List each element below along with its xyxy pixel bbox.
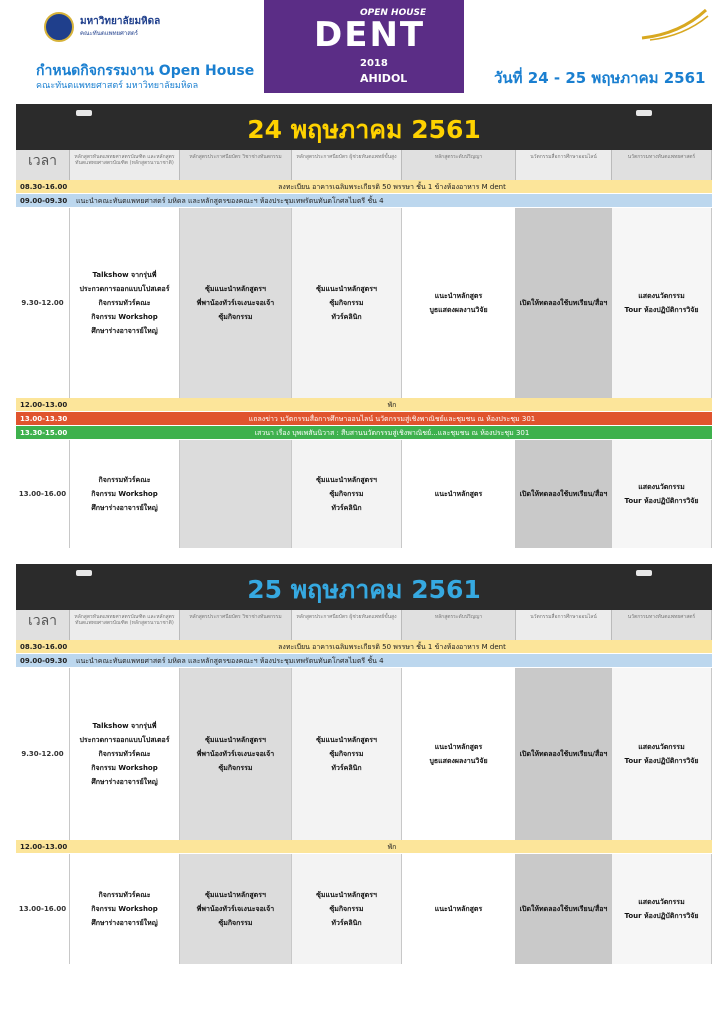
activity-title: แนะนำหลักสูตร <box>434 291 483 300</box>
morning-row <box>16 668 712 840</box>
col-dental-tech: หลักสูตรประกาศนียบัตร วิชาช่างทันตกรรม <box>180 610 292 640</box>
afternoon-c4 <box>402 440 516 548</box>
afternoon-c5 <box>516 854 612 964</box>
activity-title: ซุ้มกิจกรรม <box>218 918 253 927</box>
lunch-time: 12.00-13.00 <box>20 843 68 851</box>
news-row <box>16 412 712 426</box>
morning-row <box>16 208 712 398</box>
lunch-text: พัก <box>387 401 397 409</box>
activity-title: ทัวร์คลินิก <box>331 763 362 772</box>
col-graduate: หลักสูตรระดับปริญญา <box>402 610 516 640</box>
col-dds: หลักสูตรทันตแพทยศาสตรบัณฑิต และหลักสูตรทันตแพทยศาสตรบัณฑิต (หลักสูตรนานาชาติ) <box>70 150 180 180</box>
intro-time: 09.00-09.30 <box>20 197 68 205</box>
intro-row <box>16 194 712 208</box>
activity-title: แนะนำหลักสูตร <box>434 489 483 498</box>
day1-title: 24 พฤษภาคม 2561 <box>247 115 481 144</box>
activity-title: กิจกรรม Workshop <box>91 904 158 913</box>
activity-title: แสดงนวัตกรรม <box>638 291 685 300</box>
activity-title: ซุ้มแนะนำหลักสูตรฯ <box>205 890 266 899</box>
activity-title: ศึกษาร่างอาจารย์ใหญ่ <box>91 777 158 786</box>
activity-title: ซุ้มแนะนำหลักสูตรฯ <box>316 475 377 484</box>
activity-title: แนะนำหลักสูตร <box>434 904 483 913</box>
intro-row <box>16 654 712 668</box>
col-time: เวลา <box>16 610 70 640</box>
activity-title: ซุ้มกิจกรรม <box>218 763 253 772</box>
morning-c6 <box>612 208 712 398</box>
activity-title: กิจกรรมทัวร์คณะ <box>98 749 151 758</box>
activity-title: ซุ้มกิจกรรม <box>329 749 364 758</box>
morning-c2 <box>180 668 292 840</box>
faculty-name: คณะทันตแพทยศาสตร์ <box>80 30 139 37</box>
activity-title: ศึกษาร่างอาจารย์ใหญ่ <box>91 918 158 927</box>
day1-schedule <box>16 104 712 548</box>
activity-title: ทัวร์คลินิก <box>331 312 362 321</box>
afternoon-c1 <box>70 440 180 548</box>
seminar-time: 13.30-15.00 <box>20 429 68 437</box>
activity-title: กิจกรรมทัวร์คณะ <box>98 890 151 899</box>
activity-title: ทัวร์คลินิก <box>331 918 362 927</box>
col-online-media: นวัตกรรมสื่อการศึกษาออนไลน์ <box>516 610 612 640</box>
lunch-row <box>16 840 712 854</box>
morning-c3 <box>292 208 402 398</box>
lunch-row <box>16 398 712 412</box>
afternoon-time: 13.00-16.00 <box>16 440 70 548</box>
intro-time: 09.00-09.30 <box>20 657 68 665</box>
brand-logo <box>264 0 464 93</box>
activity-title: ศึกษาร่างอาจารย์ใหญ่ <box>91 503 158 512</box>
morning-c1 <box>70 668 180 840</box>
register-text: ลงทะเบียน อาคารเฉลิมพระเกียรติ 50 พรรษา ชั้น 1 ข้างห้องอาหาร M dent <box>278 643 506 651</box>
afternoon-c2 <box>180 854 292 964</box>
morning-c1 <box>70 208 180 398</box>
day1-header <box>16 104 712 150</box>
col-dental-assistant: หลักสูตรประกาศนียบัตร ผู้ช่วยทันตแพทย์ขั้นสูง <box>292 150 402 180</box>
morning-time: 9.30-12.00 <box>16 208 70 398</box>
register-time: 08.30-16.00 <box>20 643 68 651</box>
activity-title: เปิดให้ทดลองใช้บทเรียน/สื่อฯ <box>519 489 608 498</box>
register-row <box>16 640 712 654</box>
page-header <box>0 0 728 100</box>
afternoon-row <box>16 854 712 964</box>
morning-c5 <box>516 208 612 398</box>
university-name: มหาวิทยาลัยมหิดล <box>80 16 161 27</box>
activity-title: ประกวดการออกแบบโปสเตอร์ <box>79 735 170 744</box>
intro-text: แนะนำคณะทันตแพทยศาสตร์ มหิดล และหลักสูตรของคณะฯ ห้องประชุมเทพรัตนทันตโกศลไมตรี ชั้น 4 <box>76 197 384 205</box>
activity-title: บูธแสดงผลงานวิจัย <box>429 305 488 314</box>
register-time: 08.30-16.00 <box>20 183 68 191</box>
afternoon-c5 <box>516 440 612 548</box>
col-online-media: นวัตกรรมสื่อการศึกษาออนไลน์ <box>516 150 612 180</box>
activity-title: แสดงนวัตกรรม <box>638 482 685 491</box>
activity-title: ซุ้มแนะนำหลักสูตรฯ <box>316 284 377 293</box>
lunch-time: 12.00-13.00 <box>20 401 68 409</box>
activity-title: กิจกรรม Workshop <box>91 312 158 321</box>
morning-c4 <box>402 208 516 398</box>
morning-time: 9.30-12.00 <box>16 668 70 840</box>
morning-c5 <box>516 668 612 840</box>
activity-title: แสดงนวัตกรรม <box>638 742 685 751</box>
register-text: ลงทะเบียน อาคารเฉลิมพระเกียรติ 50 พรรษา ชั้น 1 ข้างห้องอาหาร M dent <box>278 183 506 191</box>
afternoon-c2 <box>180 440 292 548</box>
col-graduate: หลักสูตรระดับปริญญา <box>402 150 516 180</box>
afternoon-row <box>16 440 712 548</box>
activity-title: Tour ห้องปฏิบัติการวิจัย <box>624 496 699 505</box>
activity-title: ซุ้มกิจกรรม <box>329 489 364 498</box>
seminar-text: เสวนา เรื่อง บุพเพสันนิวาส : สืบสานนวัตกรรมสู่เชิงพาณิชย์...และชุมชน ณ ห้องประชุม 301 <box>254 429 530 437</box>
col-dental-tech: หลักสูตรประกาศนียบัตร วิชาช่างทันตกรรม <box>180 150 292 180</box>
morning-c6 <box>612 668 712 840</box>
activity-title: เปิดให้ทดลองใช้บทเรียน/สื่อฯ <box>519 749 608 758</box>
brand-open-house: OPEN HOUSE <box>360 8 427 18</box>
brand-dent: DENT <box>314 15 426 55</box>
col-dds: หลักสูตรทันตแพทยศาสตรบัณฑิต และหลักสูตรทันตแพทยศาสตรบัณฑิต (หลักสูตรนานาชาติ) <box>70 610 180 640</box>
day2-schedule <box>16 564 712 964</box>
news-time: 13.00-13.30 <box>20 415 68 423</box>
activity-title: บูธแสดงผลงานวิจัย <box>429 756 488 765</box>
activity-title: กิจกรรม Workshop <box>91 489 158 498</box>
afternoon-c6 <box>612 440 712 548</box>
brand-year: 2018 <box>360 58 388 69</box>
activity-title: แสดงนวัตกรรม <box>638 897 685 906</box>
activity-title: Talkshow จากรุ่นพี่ <box>92 270 157 279</box>
activity-title: ซุ้มแนะนำหลักสูตรฯ <box>205 735 266 744</box>
university-seal-icon <box>44 12 74 42</box>
news-text: แถลงข่าว นวัตกรรมสื่อการศึกษาออนไลน์ นวัตกรรมสู่เชิงพาณิชย์และชุมชน ณ ห้องประชุม 301 <box>248 415 536 423</box>
afternoon-c3 <box>292 440 402 548</box>
morning-c3 <box>292 668 402 840</box>
column-headers <box>16 150 712 180</box>
activity-title: ซุ้มแนะนำหลักสูตรฯ <box>205 284 266 293</box>
activity-title: กิจกรรม Workshop <box>91 763 158 772</box>
activity-title: ศึกษาร่างอาจารย์ใหญ่ <box>91 326 158 335</box>
activity-title: Tour ห้องปฏิบัติการวิจัย <box>624 911 699 920</box>
activity-title: ทัวร์คลินิก <box>331 503 362 512</box>
seminar-row <box>16 426 712 440</box>
morning-c4 <box>402 668 516 840</box>
activity-title: ซุ้มกิจกรรม <box>329 904 364 913</box>
afternoon-c6 <box>612 854 712 964</box>
activity-title: Talkshow จากรุ่นพี่ <box>92 721 157 730</box>
afternoon-c3 <box>292 854 402 964</box>
col-time: เวลา <box>16 150 70 180</box>
day2-header <box>16 564 712 610</box>
morning-c2 <box>180 208 292 398</box>
col-innovation: นวัตกรรมทางทันตแพทยศาสตร์ <box>612 610 712 640</box>
afternoon-c4 <box>402 854 516 964</box>
activity-title: กิจกรรมทัวร์คณะ <box>98 298 151 307</box>
afternoon-time: 13.00-16.00 <box>16 854 70 964</box>
activity-title: ซุ้มกิจกรรม <box>218 312 253 321</box>
column-headers <box>16 610 712 640</box>
page-title: กำหนดกิจกรรมงาน Open House <box>36 63 255 79</box>
register-row <box>16 180 712 194</box>
activity-title: Tour ห้องปฏิบัติการวิจัย <box>624 305 699 314</box>
activity-title: พี่พาน้องทัวร์เจเงนะจอเจ้า <box>196 298 275 307</box>
col-innovation: นวัตกรรมทางทันตแพทยศาสตร์ <box>612 150 712 180</box>
lunch-text: พัก <box>387 843 397 851</box>
intro-text: แนะนำคณะทันตแพทยศาสตร์ มหิดล และหลักสูตรของคณะฯ ห้องประชุมเทพรัตนทันตโกศลไมตรี ชั้น 4 <box>76 657 384 665</box>
activity-title: ประกวดการออกแบบโปสเตอร์ <box>79 284 170 293</box>
col-dental-assistant: หลักสูตรประกาศนียบัตร ผู้ช่วยทันตแพทย์ขั้นสูง <box>292 610 402 640</box>
event-dates: วันที่ 24 - 25 พฤษภาคม 2561 <box>494 69 706 87</box>
activity-title: พี่พาน้องทัวร์เจเงนะจอเจ้า <box>196 904 275 913</box>
day2-title: 25 พฤษภาคม 2561 <box>247 575 481 604</box>
activity-title: เปิดให้ทดลองใช้บทเรียน/สื่อฯ <box>519 904 608 913</box>
brand-mahidol: AHIDOL <box>360 72 408 85</box>
page-subtitle: คณะทันตแพทยศาสตร์ มหาวิทยาลัยมหิดล <box>36 81 199 91</box>
activity-title: Tour ห้องปฏิบัติการวิจัย <box>624 756 699 765</box>
afternoon-c1 <box>70 854 180 964</box>
activity-title: กิจกรรมทัวร์คณะ <box>98 475 151 484</box>
dental-swoosh-icon <box>640 8 710 42</box>
activity-title: แนะนำหลักสูตร <box>434 742 483 751</box>
activity-title: ซุ้มกิจกรรม <box>329 298 364 307</box>
activity-title: ซุ้มแนะนำหลักสูตรฯ <box>316 735 377 744</box>
activity-title: พี่พาน้องทัวร์เจเงนะจอเจ้า <box>196 749 275 758</box>
activity-title: ซุ้มแนะนำหลักสูตรฯ <box>316 890 377 899</box>
activity-title: เปิดให้ทดลองใช้บทเรียน/สื่อฯ <box>519 298 608 307</box>
